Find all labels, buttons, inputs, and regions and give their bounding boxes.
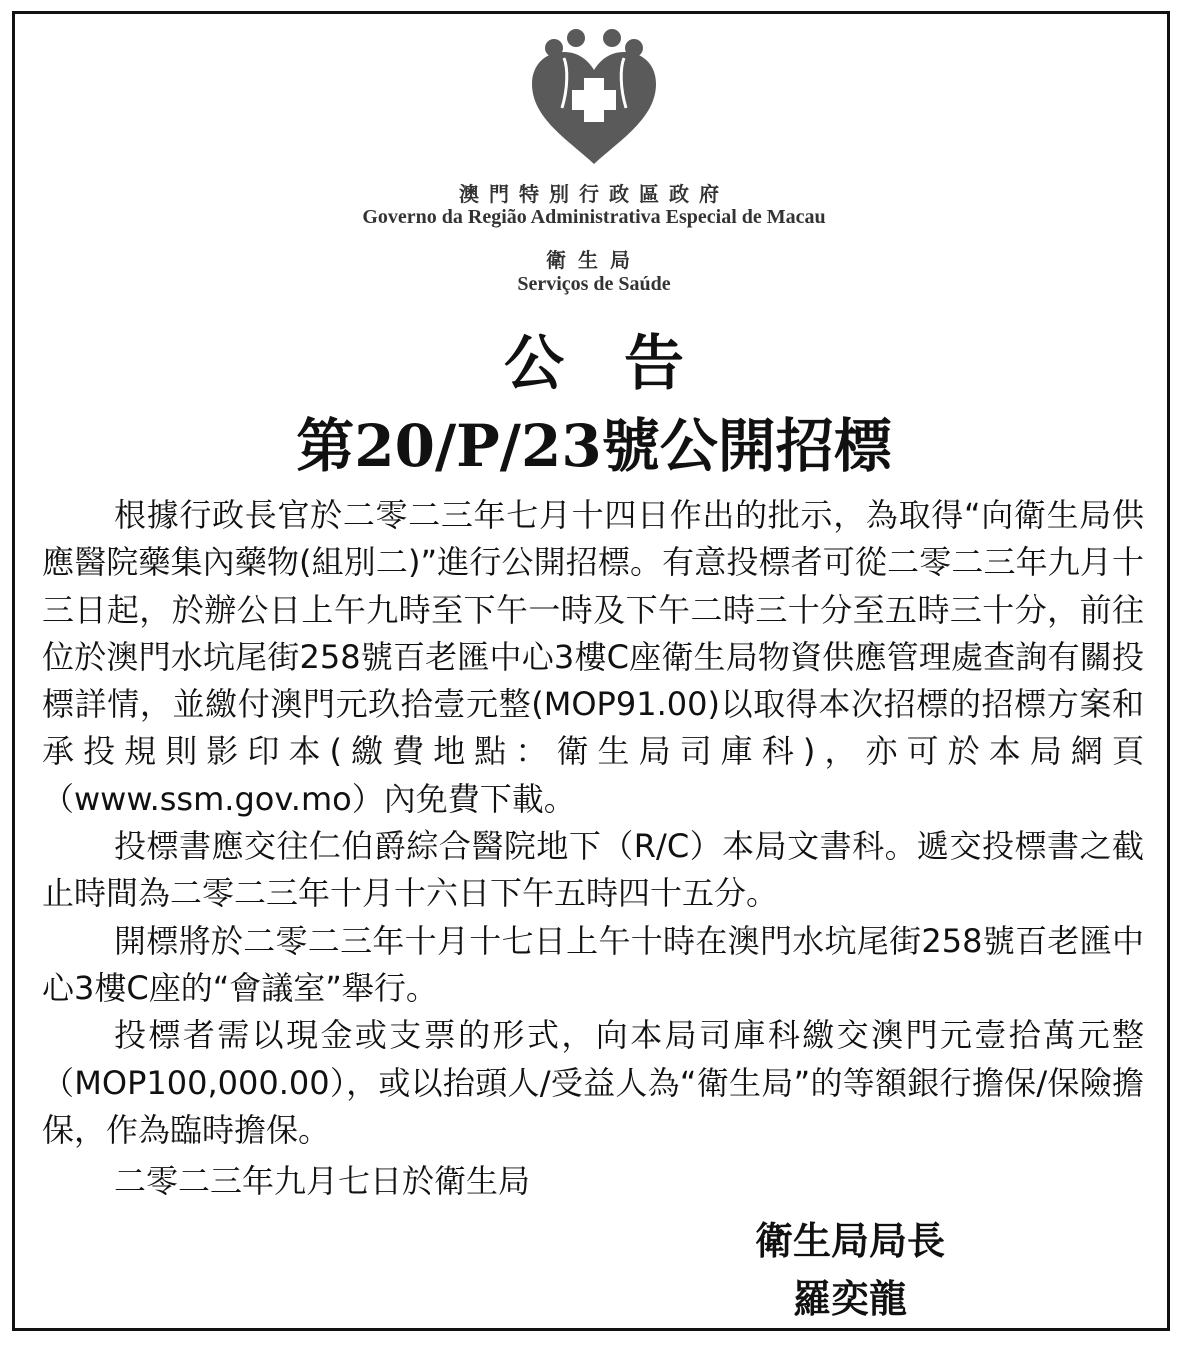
notice-title: 公告 xyxy=(504,329,744,399)
signatory-title: 衛生局局長 xyxy=(754,1218,945,1263)
paragraph-guarantee: 投標者需以現金或支票的形式，向本局司庫科繳交澳門元壹拾萬元整（MOP100,000.00），或以抬頭人/受益人為“衛生局”的等額銀行擔保/保險擔保，作為臨時擔保。 xyxy=(42,1016,1144,1149)
government-name-chinese: 澳門特別行政區政府 xyxy=(459,182,729,206)
notice-body xyxy=(42,492,1144,1154)
department-name-chinese: 衛生局 xyxy=(546,248,642,272)
health-services-logo-icon xyxy=(528,28,660,168)
issue-date-place: 二零二三年九月七日於衛生局 xyxy=(114,1162,531,1200)
paragraph-opening: 開標將於二零二三年十月十七日上午十時在澳門水坑尾街258號百老匯中心3樓C座的“會議室”舉行。 xyxy=(42,921,1144,1007)
signatory-name: 羅奕龍 xyxy=(792,1276,907,1321)
department-name-portuguese: Serviços de Saúde xyxy=(517,273,671,295)
government-name-portuguese: Governo da Região Administrativa Especial de Macau xyxy=(362,206,826,228)
paragraph-submission-deadline: 投標書應交往仁伯爵綜合醫院地下（R/C）本局文書科。遞交投標書之截止時間為二零二三年十月十六日下午五時四十五分。 xyxy=(42,827,1144,913)
paragraph-tender-details: 根據行政長官於二零二三年七月十四日作出的批示，為取得“向衛生局供應醫院藥集內藥物(組別二)”進行公開招標。有意投標者可從二零二三年九月十三日起，於辦公日上午九時至下午一時及下午二時三十分至五時三十分，前往位於澳門水坑尾街258號百老匯中心3樓C座衛生局物資供應管理處查詢有關投標詳情，並繳付澳門元玖拾壹元整(MOP91.00)以取得本次招標的招標方案和承投規則影印本(繳費地點：衛生局司庫科)，亦可於本局網頁（www.ssm.gov.mo）內免費下載。 xyxy=(42,496,1144,818)
tender-number-title: 第20/P/23號公開招標 xyxy=(296,412,892,480)
